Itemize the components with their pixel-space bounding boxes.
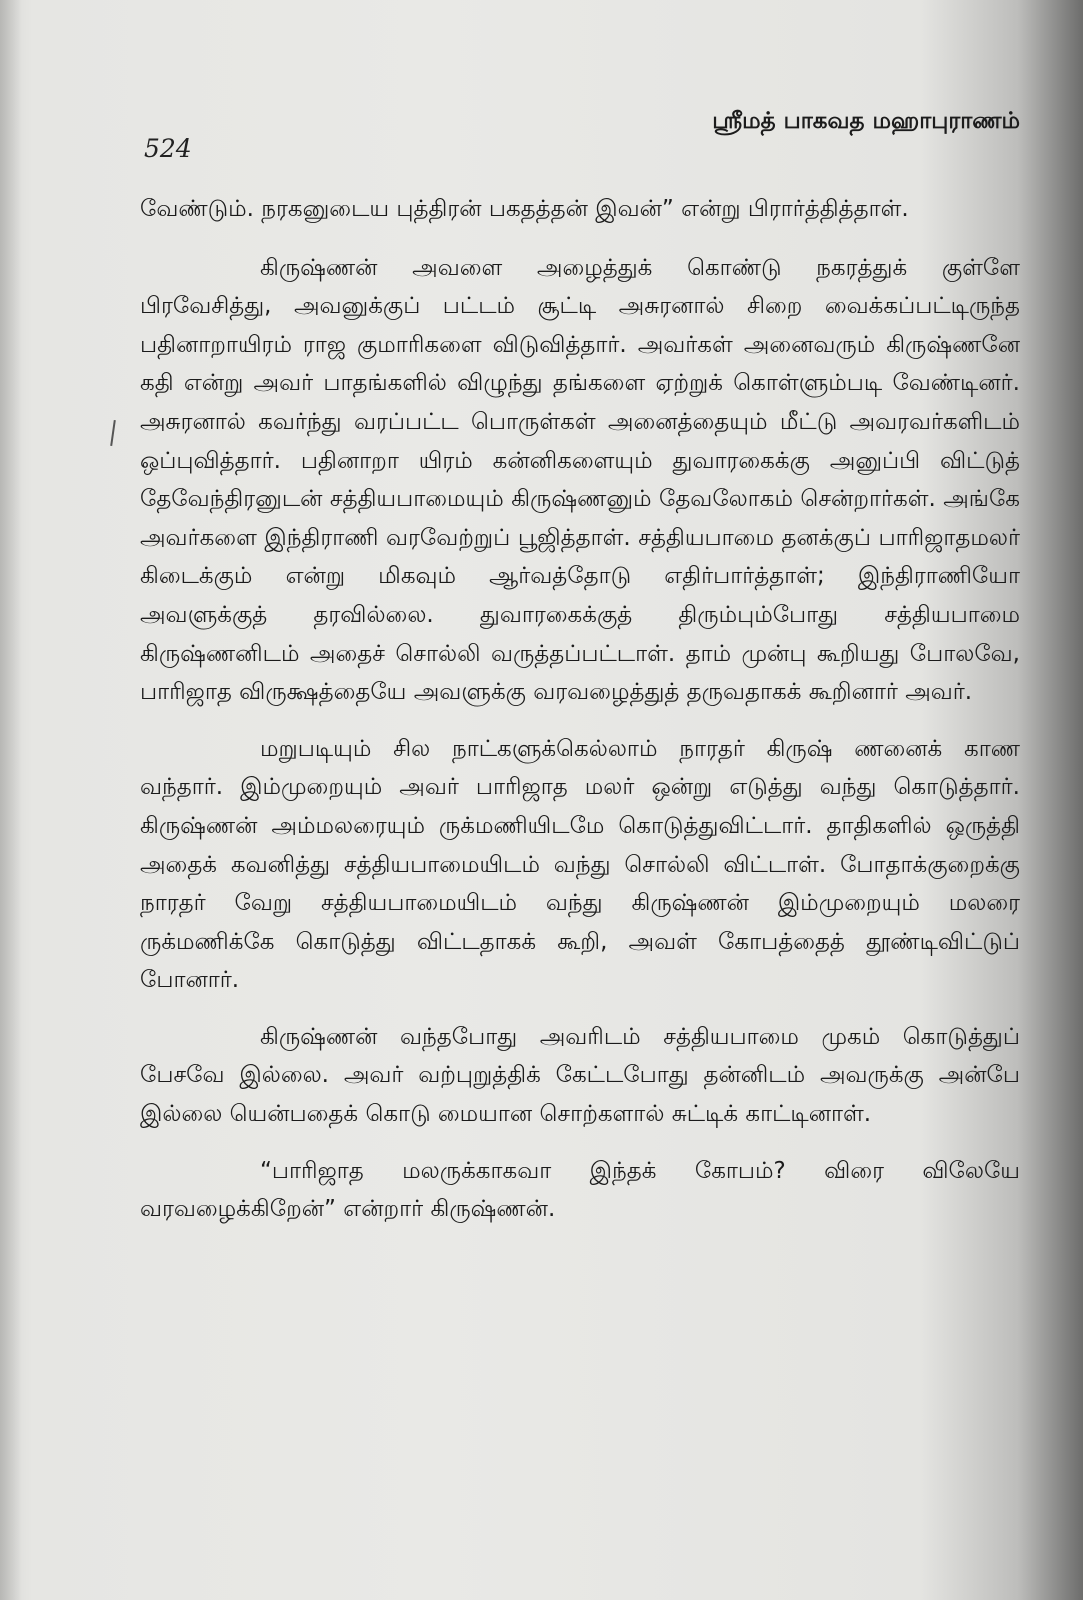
paragraph-3: மறுபடியும் சில நாட்களுக்கெல்லாம் நாரதர் கிருஷ் ணனைக் காண வந்தார். இம்முறையும் அவர் பாரிஜாத மலர் ஒன்று எடுத்து வந்து கொடுத்தார். கிருஷ்ணன் அம்மலரையும் ருக்மணியிடமே கொடுத்துவிட்டார். தாதிகளில் ஒருத்தி அதைக் கவனித்து சத்தியபாமையிடம் வந்து சொல்லி விட்டாள். போதாக்குறைக்கு நாரதர் வேறு சத்தியபாமையிடம் வந்து கிருஷ்ணன் இம்முறையும் மலரை ருக்மணிக்கே கொடுத்து விட்டதாகக் கூறி, அவள் கோபத்தைத் தூண்டிவிட்டுப் போனார். — [140, 735, 1020, 994]
paragraph-5: “பாரிஜாத மலருக்காகவா இந்தக் கோபம்? விரை விலேயே வரவழைக்கிறேன்” என்றார் கிருஷ்ணன். — [140, 1157, 1020, 1223]
margin-mark — [110, 420, 116, 446]
paragraph-2: கிருஷ்ணன் அவளை அழைத்துக் கொண்டு நகரத்துக் குள்ளே பிரவேசித்து, அவனுக்குப் பட்டம் சூட்டி அசுரனால் சிறை வைக்கப்பட்டிருந்த பதினாறாயிரம் ராஜ குமாரிகளை விடுவித்தார். அவர்கள் அனைவரும் கிருஷ்ணனே கதி என்று அவர் பாதங்களில் விழுந்து தங்களை ஏற்றுக் கொள்ளும்படி வேண்டினர். அசுரனால் கவர்ந்து வரப்பட்ட பொருள்கள் அனைத்தையும் மீட்டு அவரவர்களிடம் ஒப்புவித்தார். பதினாறா யிரம் கன்னிகளையும் துவாரகைக்கு அனுப்பி விட்டுத் தேவேந்திரனுடன் சத்தியபாமையும் கிருஷ்ணனும் தேவலோகம் சென்றார்கள். அங்கே அவர்களை இந்திராணி வரவேற்றுப் பூஜித்தாள். சத்தியபாமை தனக்குப் பாரிஜாதமலர் கிடைக்கும் என்று மிகவும் ஆர்வத்தோடு எதிர்பார்த்தாள்; இந்திராணியோ அவளுக்குத் தரவில்லை. துவாரகைக்குத் திரும்பும்போது சத்தியபாமை கிருஷ்ணனிடம் அதைச் சொல்லி வருத்தப்பட்டாள். தாம் முன்பு கூறியது போலவே, பாரிஜாத விருக்ஷத்தையே அவளுக்கு வரவழைத்துத் தருவதாகக் கூறினார் அவர். — [140, 254, 1021, 706]
paragraph-1: வேண்டும். நரகனுடைய புத்திரன் பகதத்தன் இவன்” என்று பிரார்த்தித்தாள். — [140, 196, 909, 222]
paragraph-4: கிருஷ்ணன் வந்தபோது அவரிடம் சத்தியபாமை முகம் கொடுத்துப் பேசவே இல்லை. அவர் வற்புறுத்திக் கேட்டபோது தன்னிடம் அவருக்கு அன்பே இல்லை யென்பதைக் கொடு மையான சொற்களால் சுட்டிக் காட்டினாள். — [140, 1023, 1020, 1128]
running-title: ஸ்ரீமத் பாகவத மஹாபுராணம் — [712, 108, 1020, 134]
body-text — [140, 190, 1020, 1247]
page-header — [140, 108, 1020, 168]
gutter-shadow — [0, 0, 22, 1600]
page-number: 524 — [144, 134, 192, 163]
